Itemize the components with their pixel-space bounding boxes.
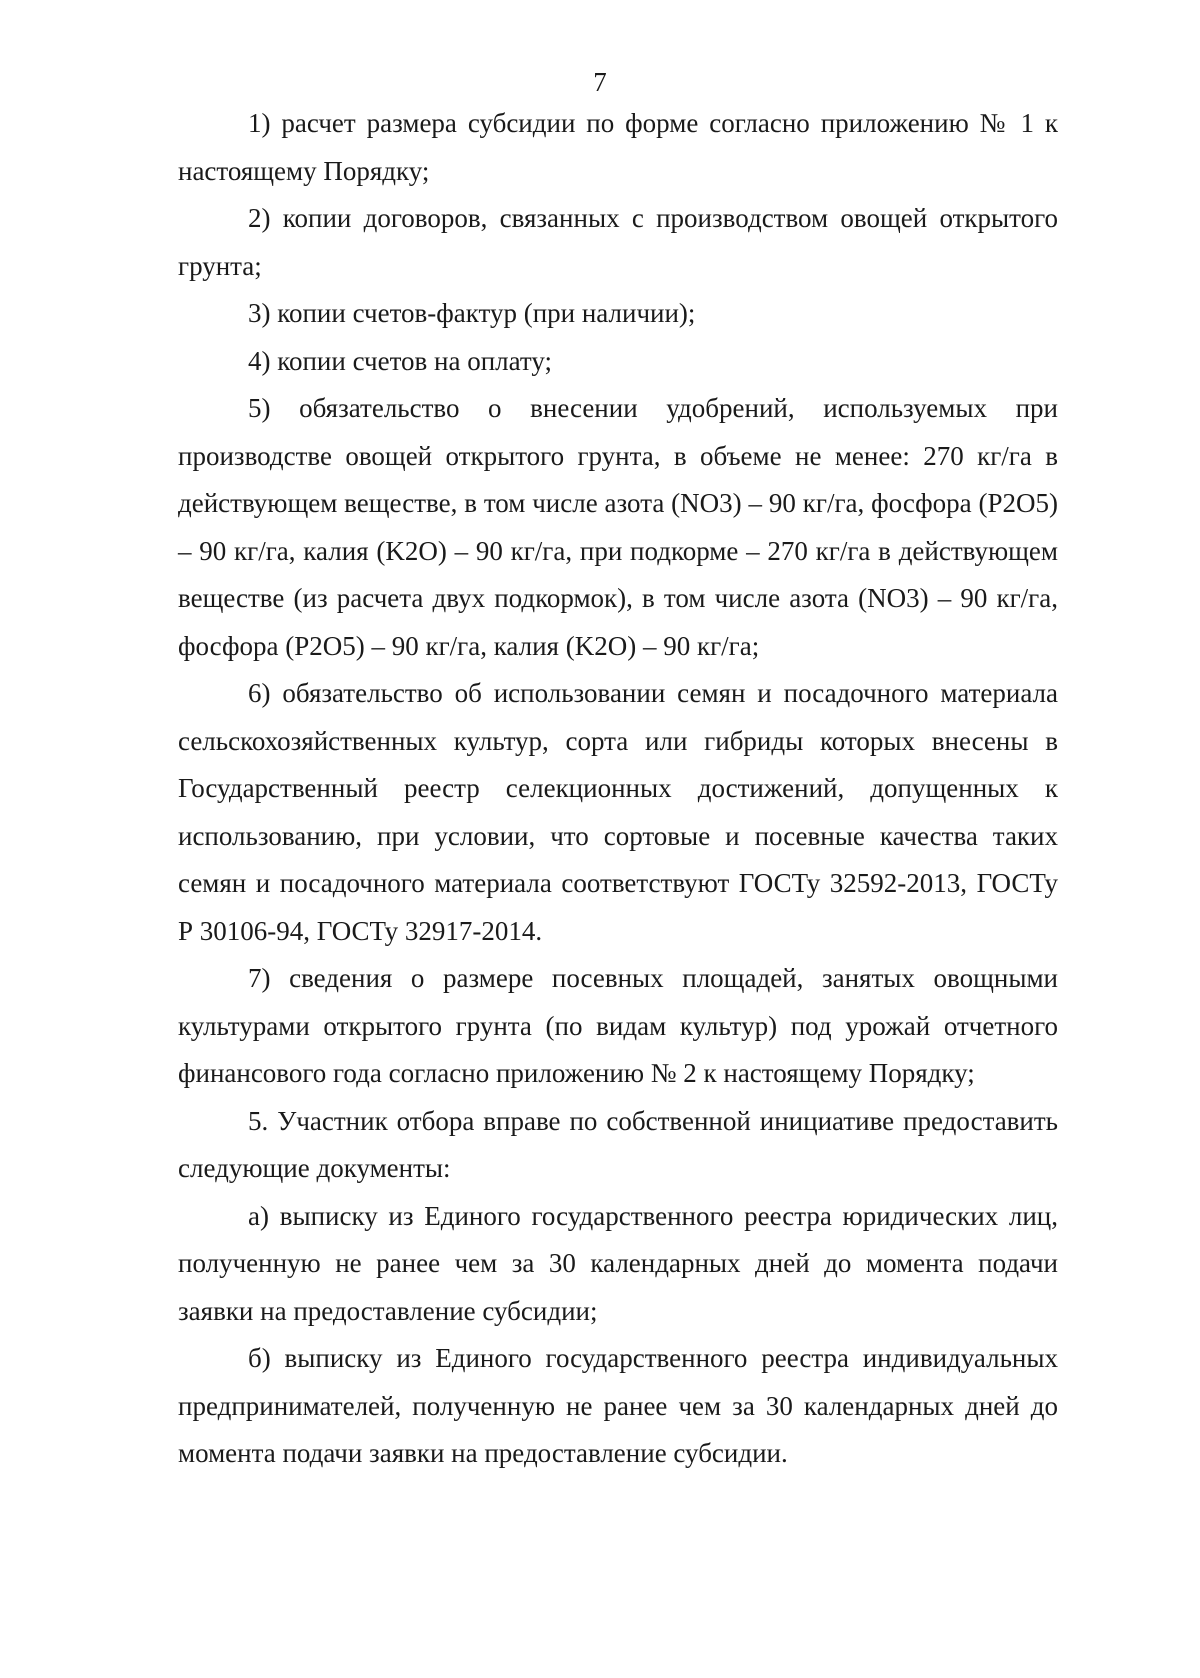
paragraph-item-3: 3) копии счетов-фактур (при наличии); — [248, 298, 696, 328]
paragraph-item-1: 1) расчет размера субсидии по форме согласно приложению № 1 к настоящему Порядку; — [178, 108, 1058, 186]
page-number: 7 — [593, 67, 607, 97]
document-body — [178, 100, 1058, 1478]
paragraph-item-2: 2) копии договоров, связанных с производством овощей открытого грунта; — [178, 203, 1058, 281]
paragraph-item-a: а) выписку из Единого государственного реестра юридических лиц, полученную не ранее чем за 30 календарных дней до момента подачи заявки на предоставление субсидии; — [178, 1200, 1058, 1326]
paragraph-section-5: 5. Участник отбора вправе по собственной инициативе предоставить следующие документы: — [178, 1105, 1058, 1183]
paragraph-item-7: 7) сведения о размере посевных площадей, занятых овощными культурами открытого грунта (по видам культур) под урожай отчетного финансового года согласно приложению № 2 к настоящему Порядку; — [178, 963, 1058, 1088]
paragraph-item-6: 6) обязательство об использовании семян и посадочного материала сельскохозяйственных культур, сорта или гибриды которых внесены в Государственный реестр селекционных достижений, допущенных к использованию, при условии, что сортовые и посевные качества таких семян и посадочного материала соответствуют ГОСТу 32592-2013, ГОСТу Р 30106-94, ГОСТу 32917-2014. — [178, 678, 1058, 946]
paragraph-item-b: б) выписку из Единого государственного реестра индивидуальных предпринимателей, полученную не ранее чем за 30 календарных дней до момента подачи заявки на предоставление субсидии. — [178, 1343, 1058, 1468]
paragraph-item-4: 4) копии счетов на оплату; — [248, 345, 553, 376]
paragraph-item-5: 5) обязательство о внесении удобрений, используемых при производстве овощей открытого грунта, в объеме не менее: 270 кг/га в действующем веществе, в том числе азота (NO3) – 90 кг/га, фосфора (P2O5) – 90 кг/га, калия (K2O) – 90 кг/га, при подкорме – 270 кг/га в действующем веществе (из расчета двух подкормок), в том числе азота (NO3) – 90 кг/га, фосфора (P2O5) – 90 кг/га, калия (K2O) – 90 кг/га; — [178, 393, 1058, 661]
